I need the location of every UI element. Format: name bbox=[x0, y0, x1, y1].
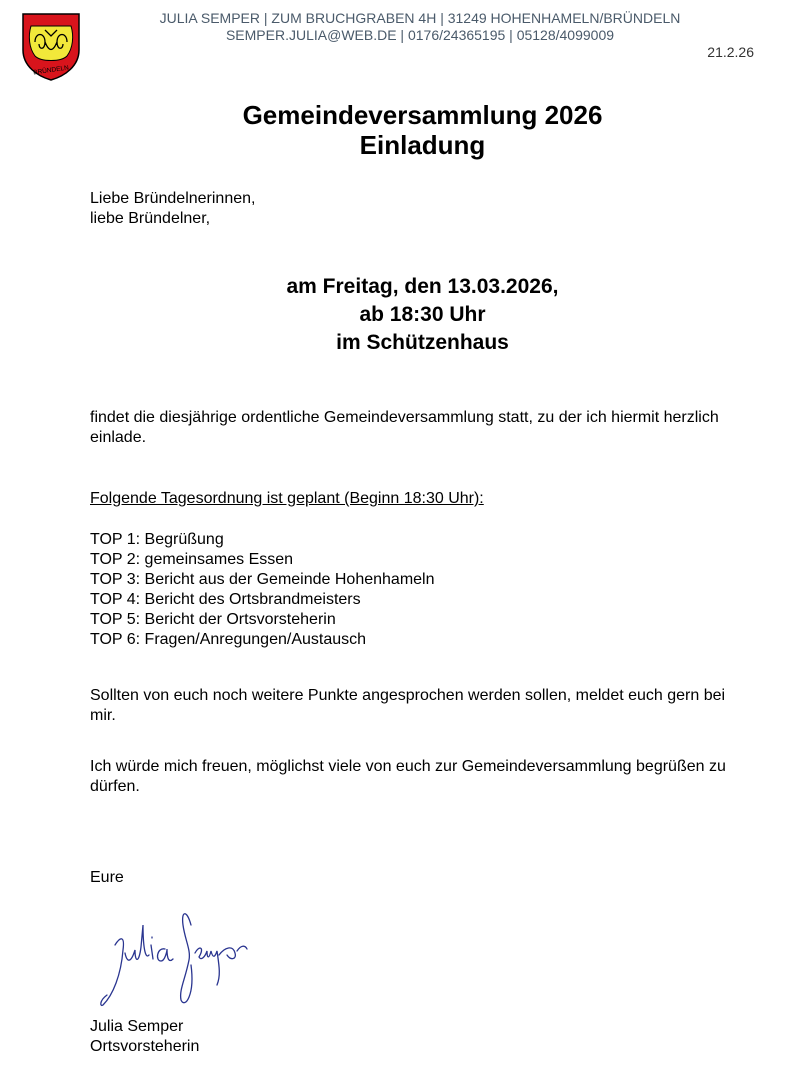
signer-role: Ortsvorsteherin bbox=[90, 1038, 200, 1055]
title-line-1: Gemeindeversammlung 2026 bbox=[242, 100, 603, 130]
event-details bbox=[0, 273, 785, 357]
agenda-item: TOP 6: Fragen/Anregungen/Austausch bbox=[90, 631, 367, 648]
greeting bbox=[90, 189, 255, 229]
svg-text:BRÜNDELN: BRÜNDELN bbox=[32, 64, 70, 77]
letterhead-contact: SEMPER.JULIA@WEB.DE | 0176/24365195 | 05128/4099009 bbox=[225, 27, 615, 43]
title-line-2: Einladung bbox=[359, 130, 486, 160]
letterhead-address: JULIA SEMPER | ZUM BRUCHGRABEN 4H | 31249 HOHENHAMELN/BRÜNDELN bbox=[159, 10, 681, 26]
agenda-item: TOP 1: Begrüßung bbox=[90, 531, 224, 548]
agenda-heading: Folgende Tagesordnung ist geplant (Beginn 18:30 Uhr): bbox=[90, 490, 484, 507]
event-location: im Schützenhaus bbox=[336, 331, 509, 354]
letterhead bbox=[110, 10, 730, 44]
greeting-line-2: liebe Bründelner, bbox=[90, 210, 211, 227]
intro-paragraph: findet die diesjährige ordentliche Gemeindeversammlung statt, zu der ich hiermit herzlich einlade. bbox=[90, 409, 719, 446]
greeting-line-1: Liebe Bründelnerinnen, bbox=[90, 190, 256, 207]
signer-name: Julia Semper bbox=[90, 1018, 184, 1035]
handwritten-signature-icon bbox=[95, 905, 255, 1015]
agenda-list bbox=[90, 530, 435, 650]
letter-date: 21.2.26 bbox=[707, 44, 754, 60]
signer-block bbox=[90, 1017, 199, 1057]
event-date: am Freitag, den 13.03.2026, bbox=[286, 275, 559, 298]
coat-of-arms-icon bbox=[21, 12, 81, 82]
page-title bbox=[0, 100, 785, 160]
event-time: ab 18:30 Uhr bbox=[359, 303, 486, 326]
agenda-item: TOP 4: Bericht des Ortsbrandmeisters bbox=[90, 591, 361, 608]
agenda-item: TOP 3: Bericht aus der Gemeinde Hohenhameln bbox=[90, 571, 435, 588]
further-points-paragraph: Sollten von euch noch weitere Punkte angesprochen werden sollen, meldet euch gern bei mir. bbox=[90, 687, 726, 724]
invitation-paragraph: Ich würde mich freuen, möglichst viele von euch zur Gemeindeversammlung begrüßen zu dürfen. bbox=[90, 758, 726, 795]
closing: Eure bbox=[90, 869, 124, 886]
agenda-item: TOP 2: gemeinsames Essen bbox=[90, 551, 294, 568]
agenda-item: TOP 5: Bericht der Ortsvorsteherin bbox=[90, 611, 336, 628]
